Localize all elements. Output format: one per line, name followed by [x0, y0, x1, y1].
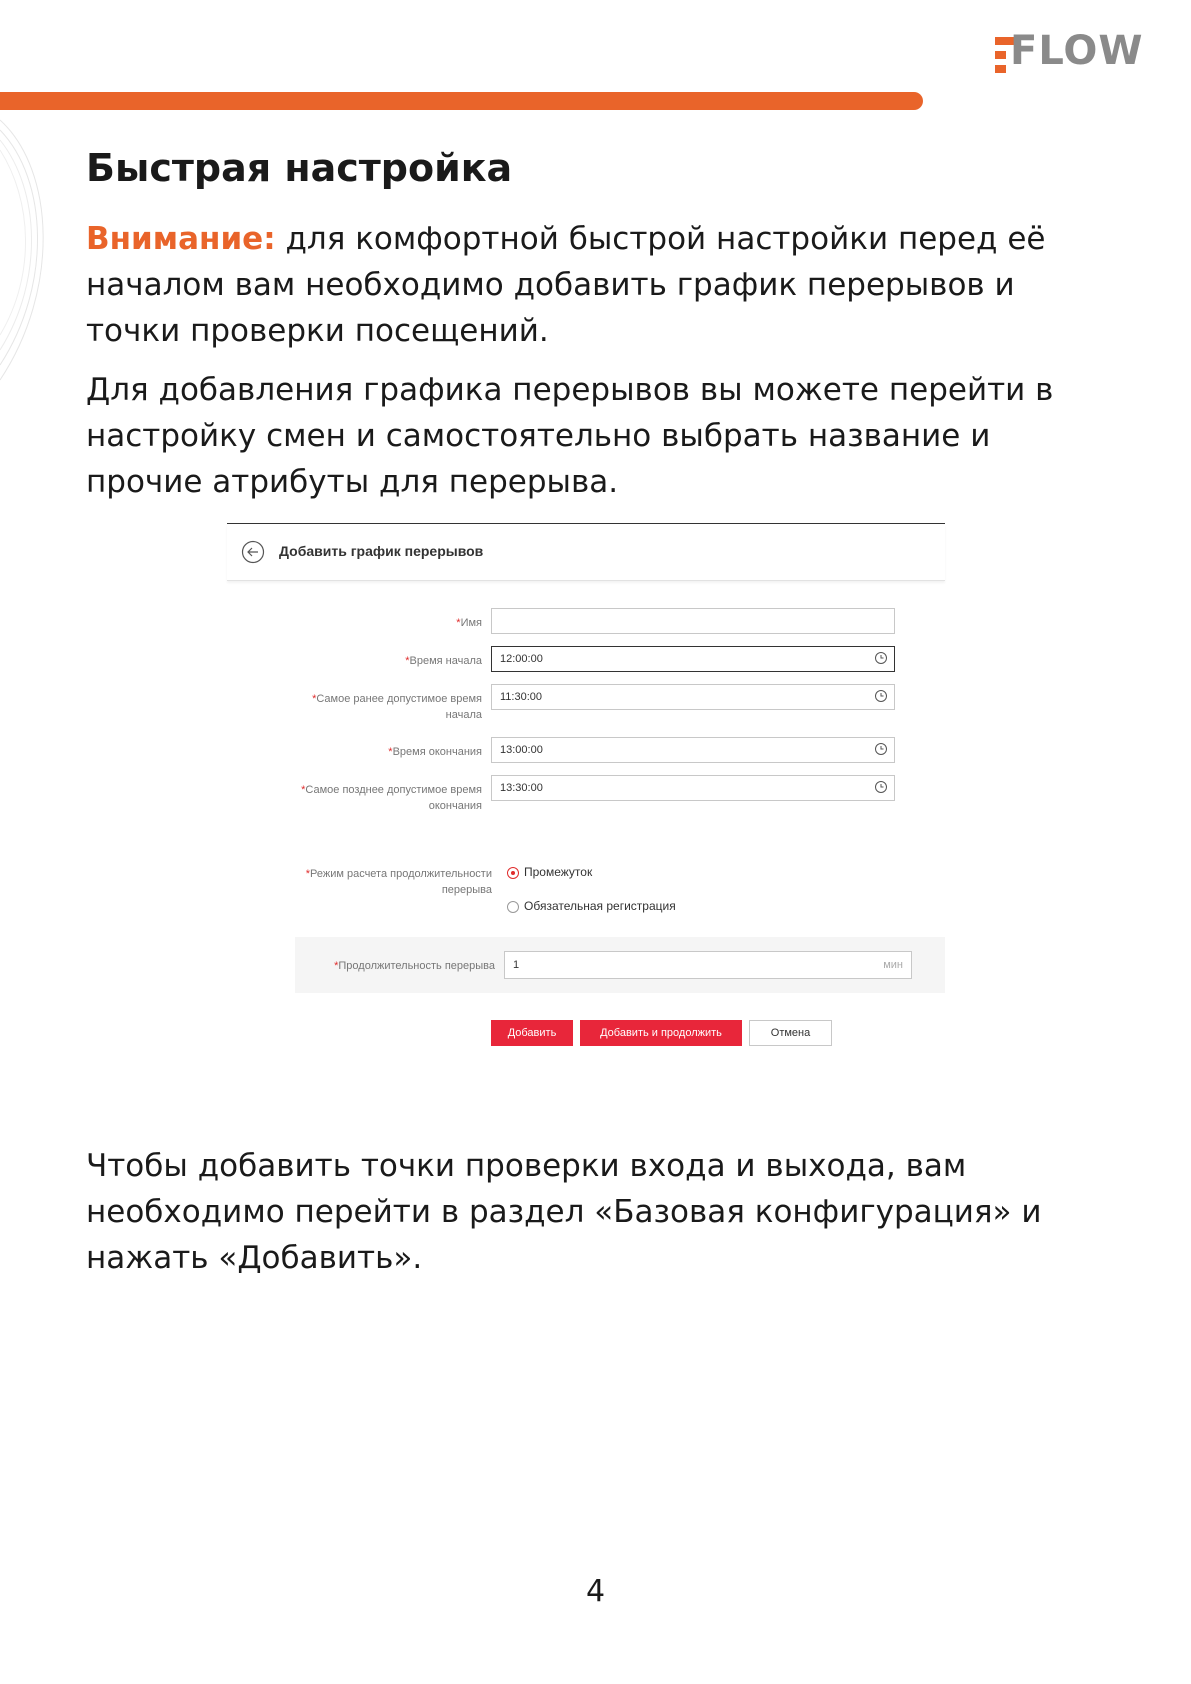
- clock-icon[interactable]: [874, 780, 888, 794]
- logo: FLOW: [1010, 28, 1144, 74]
- screenshot-title: Добавить график перерывов: [279, 543, 484, 559]
- end-time-label: *Время окончания: [388, 746, 482, 758]
- latest-end-input[interactable]: 13:30:00: [491, 775, 895, 801]
- mode-label: *Режим расчета продолжительности перерыва: [305, 868, 492, 896]
- decorative-lines: [0, 110, 70, 390]
- attention-text: для комфортной быстрой настройки перед её началом вам необходимо добавить график перерывов и точки проверки посещений.: [86, 221, 1046, 349]
- mode-option-interval[interactable]: Промежуток: [507, 865, 592, 879]
- earliest-start-input[interactable]: 11:30:00: [491, 684, 895, 710]
- clock-icon[interactable]: [874, 742, 888, 756]
- name-label: *Имя: [456, 617, 482, 629]
- radio-unselected[interactable]: [507, 901, 519, 913]
- checkpoints-paragraph: Чтобы добавить точки проверки входа и выхода, вам необходимо перейти в раздел «Базовая конфигурация» и нажать «Добавить».: [86, 1148, 1042, 1276]
- earliest-start-label: *Самое ранее допустимое время начала: [312, 693, 482, 721]
- duration-unit: мин: [883, 959, 903, 971]
- clock-icon[interactable]: [874, 689, 888, 703]
- latest-end-label: *Самое позднее допустимое время окончания: [301, 784, 482, 812]
- page-number: 4: [585, 1574, 606, 1609]
- add-button[interactable]: Добавить: [491, 1020, 573, 1046]
- logo-mark: [995, 37, 1006, 73]
- cancel-button[interactable]: Отмена: [749, 1020, 832, 1046]
- page-title: Быстрая настройка: [86, 146, 513, 190]
- screenshot-header: [227, 524, 945, 581]
- start-time-input[interactable]: 12:00:00: [491, 646, 895, 672]
- start-time-label: *Время начала: [405, 655, 482, 667]
- name-input[interactable]: [491, 608, 895, 634]
- duration-label: *Продолжительность перерыва: [334, 960, 495, 972]
- radio-selected[interactable]: [507, 867, 519, 879]
- end-time-input[interactable]: 13:00:00: [491, 737, 895, 763]
- break-schedule-screenshot: [227, 523, 945, 1043]
- clock-icon[interactable]: [874, 651, 888, 665]
- back-arrow-icon[interactable]: [241, 540, 265, 564]
- breaks-paragraph: Для добавления графика перерывов вы можете перейти в настройку смен и самостоятельно выбрать название и прочие атрибуты для перерыва.: [86, 372, 1054, 500]
- attention-label: Внимание:: [86, 221, 276, 257]
- header-bar: [0, 92, 923, 110]
- mode-option-registration[interactable]: Обязательная регистрация: [507, 899, 676, 913]
- attention-paragraph: [86, 216, 1086, 354]
- add-continue-button[interactable]: Добавить и продолжить: [580, 1020, 742, 1046]
- duration-input[interactable]: 1 мин: [504, 951, 912, 979]
